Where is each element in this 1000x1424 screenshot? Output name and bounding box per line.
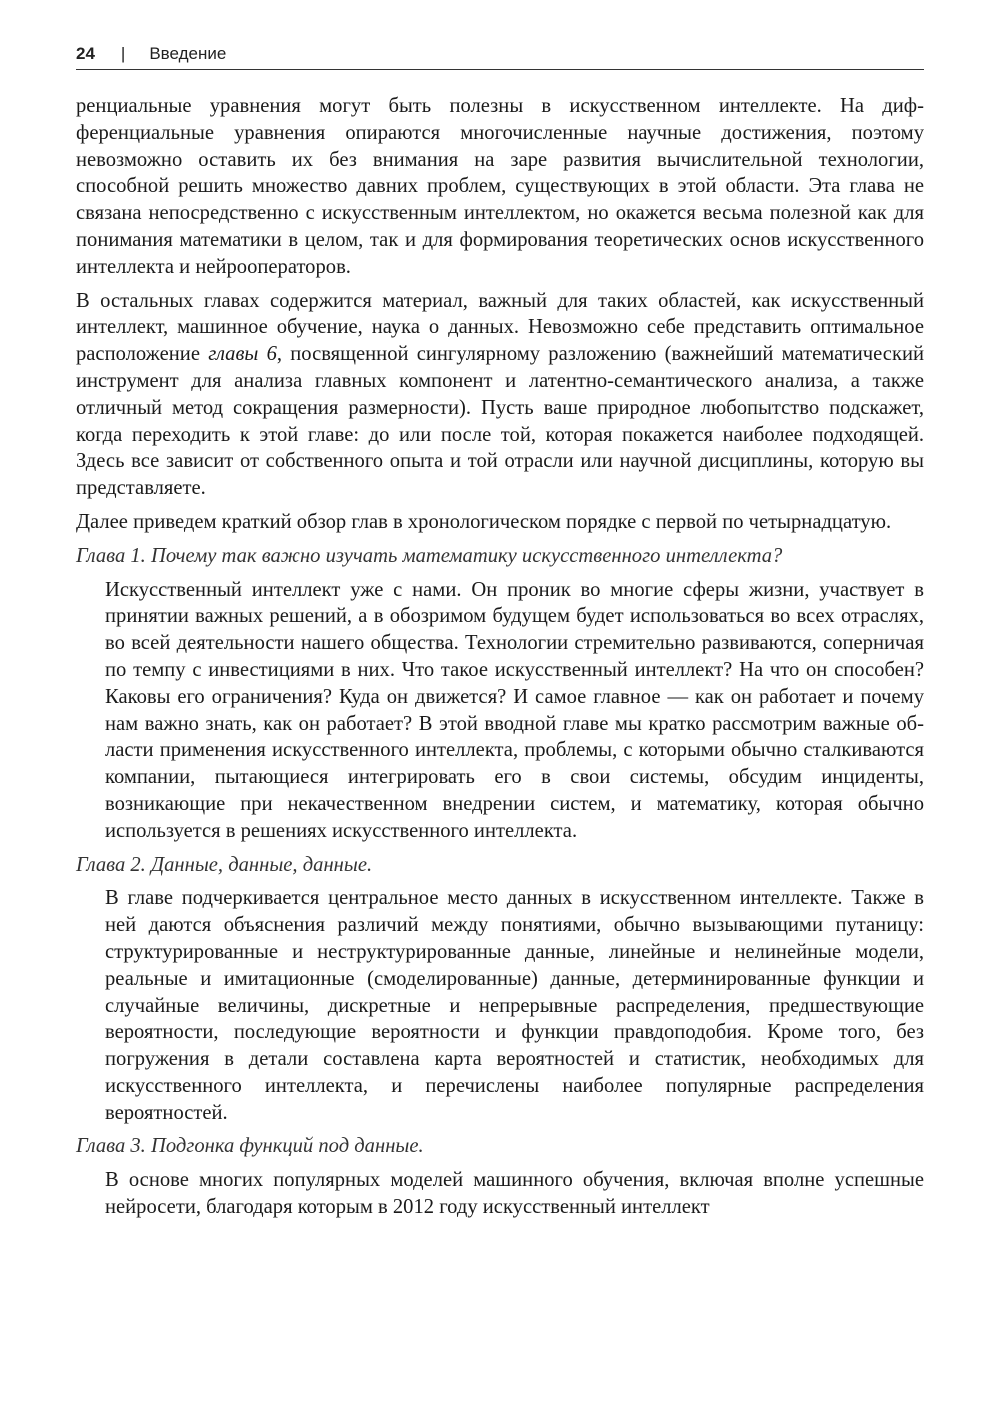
chapter-1-description: Искусственный интеллект уже с нами. Он проник во многие сферы жизни, участвует в принятии важных решений, а в обозримом будущем будет использоваться во всех отраслях, во всей деятельности нашего общества. Технологии стремительно развиваются, соперничая по темпу с инвестициями в них. Что такое искусственный интеллект? На что он способен? Каковы его ограничения? Куда он движется? И самое главное — как он работает и почему нам важно знать, как он работает? В этой вводной главе мы кратко рассмотрим важные области применения искусственного интеллекта, проблемы, с которыми обычно сталкиваются компании, пытающиеся интегрировать его в свои системы, обсудим инциденты, возникающие при некачественном внедрении систем, и математику, которая обычно используется в решениях искусственного интеллекта. [105,578,924,842]
section-title: Введение [149,44,227,63]
book-page [76,44,924,1228]
chapter-1-title: Глава 1. Почему так важно изучать математику искусственного интеллекта? [76,544,783,567]
paragraph-2-end: , посвященной сингулярному разложению (важнейший математический инструмент для анализа главных компонент и латентно-семантического анализа, а также отличный метод сокращения размерности). Пусть ваше природное любопытство подскажет, когда переходить к этой главе: до или после той, которая покажется наиболее подходящей. Здесь все зависит от собственного опыта и той отрасли или научной дисциплины, которую вы представляете. [76,343,924,500]
body-text [76,93,924,1221]
paragraph-2-start: В остальных главах содержится материал, важный для таких областей, как искусственный интеллект, машинное обучение, наука о данных. Невозможно себе представить оптимальное расположение [76,289,924,366]
header-separator: | [120,44,126,63]
paragraph-3: Далее приведем краткий обзор глав в хронологическом порядке с первой по четырнадцатую. [76,510,892,533]
running-header [76,44,924,70]
chapter-3-description: В основе многих популярных моделей машинного обучения, включая вполне успешные нейросети, благодаря которым в 2012 году искусственный интеллект [105,1169,924,1219]
paragraph-2 [76,288,924,502]
chapter-2-title: Глава 2. Данные, данные, данные. [76,853,373,876]
chapter-2-description: В главе подчеркивается центральное место данных в искусственном интеллекте. Также в ней даются объяснения различий между понятиями, обычно вызывающими путаницу: структурированные и неструктурированные данные, линейные и нелинейные модели, реальные и имитационные (смоделированные) данные, детерминированные функции и случайные величины, дискретные и непрерывные распределения, предшествующие вероятности, последующие вероятности и функции правдоподобия. Кроме того, без погружения в детали составлена карта вероятностей и статистик, необходимых для искусственного интеллекта, и перечислены наиболее популярные распределения вероятностей. [105,887,924,1124]
chapter-3-title: Глава 3. Подгонка функций под данные. [76,1135,424,1158]
paragraph-1: ренциальные уравнения могут быть полезны в искусственном интеллекте. На дифференциальные уравнения опираются многочисленные научные достижения, поэтому невозможно оставить их без внимания на заре развития вычислительной технологии, способной решить множество давних проблем, существующих в этой области. Эта глава не связана непосредственно с искусственным интеллектом, но окажется весьма полезной как для понимания математики в целом, так и для формирования теоретических основ искусственного интеллекта и нейрооператоров. [76,95,924,278]
page-number: 24 [76,44,95,63]
chapter-6-reference: главы 6 [208,343,277,366]
